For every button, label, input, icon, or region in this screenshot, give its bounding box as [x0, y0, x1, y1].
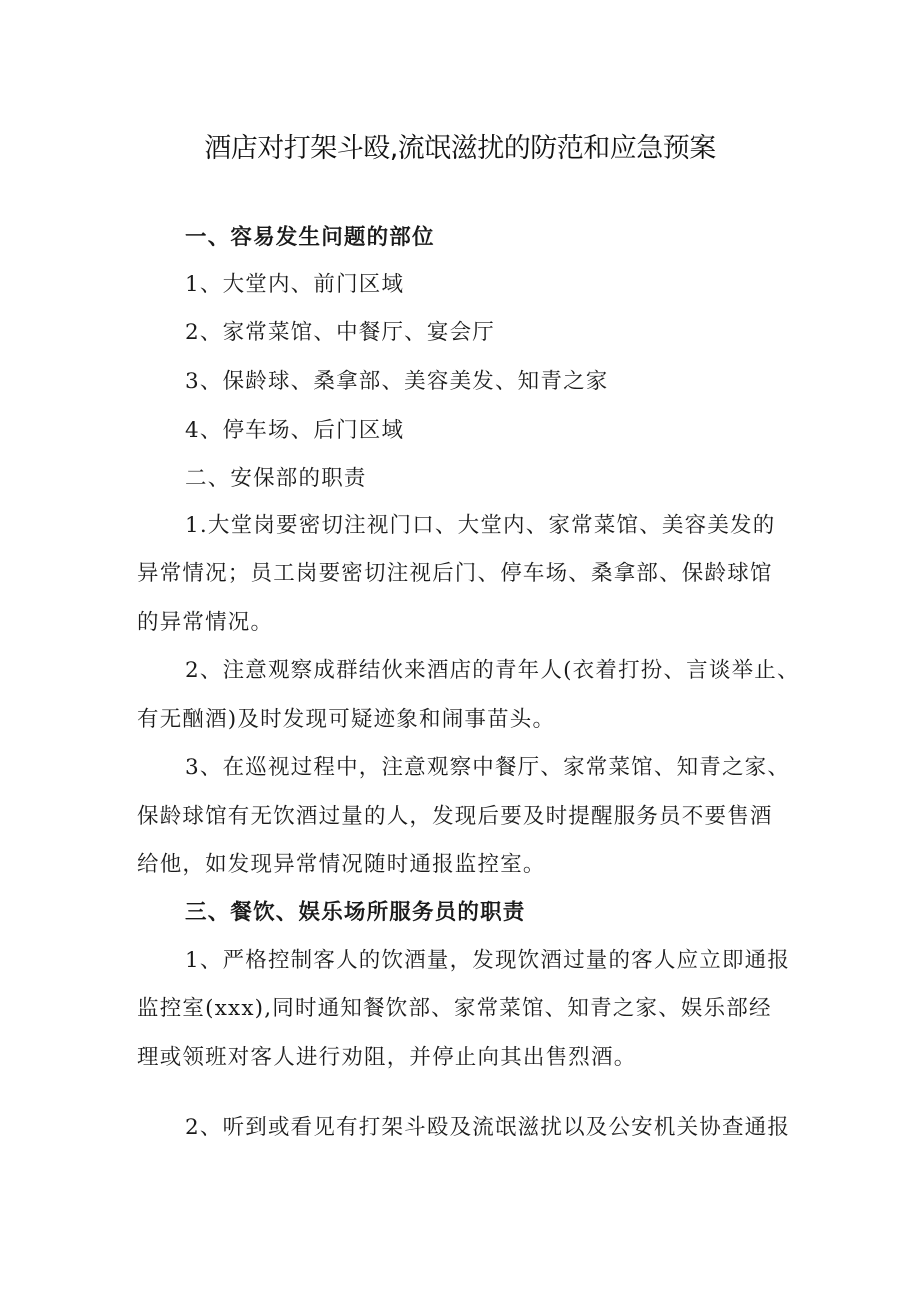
paragraph-line: 2、听到或看见有打架斗殴及流氓滋扰以及公安机关协查通报	[185, 1115, 791, 1140]
paragraph-line: 给他，如发现异常情况随时通报监控室。	[137, 852, 546, 877]
paragraph-line: 理或领班对客人进行劝阻，并停止向其出售烈酒。	[137, 1045, 637, 1070]
paragraph-line: 4、停车场、后门区域	[185, 418, 405, 443]
paragraph-line: 1、严格控制客人的饮酒量，发现饮酒过量的客人应立即通报	[185, 948, 791, 973]
document-title: 酒店对打架斗殴,流氓滋扰的防范和应急预案	[204, 133, 716, 164]
paragraph-line: 3、在巡视过程中，注意观察中餐厅、家常菜馆、知青之家、	[185, 755, 791, 780]
section-heading-1: 一、容易发生问题的部位	[185, 225, 435, 250]
paragraph-line: 异常情况；员工岗要密切注视后门、停车场、桑拿部、保龄球馆	[137, 561, 773, 586]
paragraph-line: 1.大堂岗要密切注视门口、大堂内、家常菜馆、美容美发的	[185, 513, 776, 538]
paragraph-line: 1、大堂内、前门区域	[185, 272, 405, 297]
paragraph-line: 的异常情况。	[137, 610, 274, 635]
section-heading-3: 三、餐饮、娱乐场所服务员的职责	[185, 900, 526, 925]
paragraph-line: 3、保龄球、桑拿部、美容美发、知青之家	[185, 369, 609, 394]
section-heading-2: 二、安保部的职责	[185, 466, 367, 491]
paragraph-line: 保龄球馆有无饮酒过量的人，发现后要及时提醒服务员不要售酒	[137, 804, 773, 829]
paragraph-line: 2、家常菜馆、中餐厅、宴会厅	[185, 320, 495, 345]
paragraph-line: 监控室(xxx),同时通知餐饮部、家常菜馆、知青之家、娱乐部经	[137, 996, 772, 1021]
paragraph-line: 2、注意观察成群结伙来酒店的青年人(衣着打扮、言谈举止、	[185, 658, 800, 683]
paragraph-line: 有无酗酒)及时发现可疑迹象和闹事苗头。	[137, 707, 556, 732]
